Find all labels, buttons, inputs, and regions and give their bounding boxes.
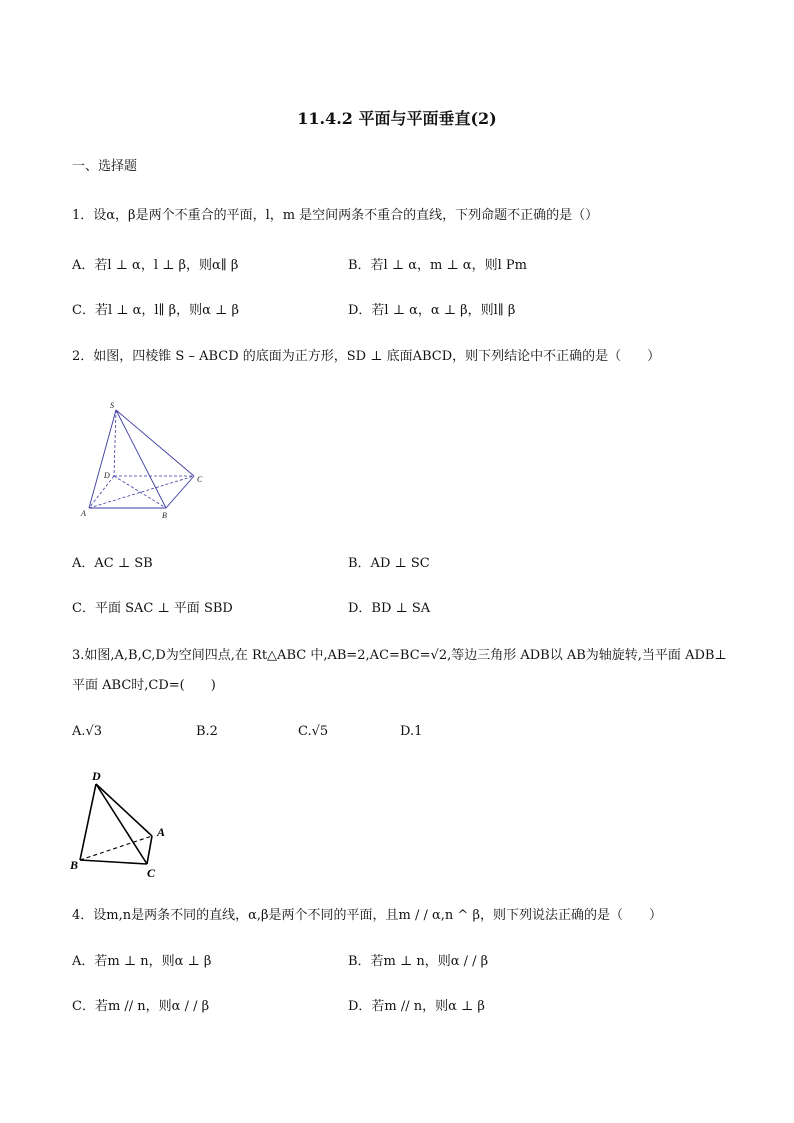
question-2-option-a: A．AC ⊥ SB — [72, 556, 153, 571]
question-1-option-c: C．若l ⊥ α，l∥ β，则α ⊥ β — [72, 303, 239, 318]
question-2-option-d: D．BD ⊥ SA — [348, 601, 431, 616]
vertex-label-c: C — [147, 866, 156, 880]
vertex-label-d: D — [104, 471, 110, 480]
question-1-option-a: A．若l ⊥ α，l ⊥ β，则α∥ β — [72, 258, 239, 273]
question-2-option-c: C．平面 SAC ⊥ 平面 SBD — [72, 601, 233, 616]
question-1-stem: 1．设α，β是两个不重合的平面，l，m 是空间两条不重合的直线，下列命题不正确的是（） — [72, 208, 599, 223]
vertex-label-d: D — [92, 769, 101, 783]
question-4-stem: 4．设m,n是两条不同的直线，α,β是两个不同的平面，且m / / α,n ^ β，则下列说法正确的是（ ） — [72, 908, 662, 923]
vertex-label-b: B — [70, 858, 79, 872]
vertex-label-b: B — [162, 511, 167, 520]
question-4-option-d: D．若m // n，则α ⊥ β — [348, 999, 485, 1014]
vertex-label-a: A — [81, 509, 86, 518]
section-heading: 一、选择题 — [72, 159, 138, 174]
question-2-stem: 2．如图，四棱锥 S – ABCD 的底面为正方形，SD ⊥ 底面ABCD，则下列结论中不正确的是（ ） — [72, 349, 661, 364]
question-3-stem-line-1: 3.如图,A,B,C,D为空间四点,在 Rt△ABC 中,AB=2,AC=BC=√2,等边三角形 ADB以 AB为轴旋转,当平面 ADB⊥ — [72, 648, 727, 663]
vertex-label-c: C — [197, 475, 203, 484]
question-4-option-c: C．若m // n，则α / / β — [72, 999, 210, 1014]
question-1-option-d: D．若l ⊥ α，α ⊥ β，则l∥ β — [348, 303, 516, 318]
tetrahedron-figure — [68, 764, 178, 882]
question-2-option-b: B．AD ⊥ SC — [348, 556, 430, 571]
question-3-stem-line-2: 平面 ABC时,CD=( ) — [72, 678, 216, 693]
question-3-option-c: C.√5 — [298, 724, 329, 739]
question-4-option-a: A．若m ⊥ n，则α ⊥ β — [72, 954, 212, 969]
question-3-option-a: A.√3 — [72, 724, 103, 739]
question-4-option-b: B．若m ⊥ n，则α / / β — [348, 954, 489, 969]
vertex-label-a: A — [157, 825, 166, 839]
question-3-option-d: D.1 — [400, 724, 423, 739]
page-title: 11.4.2 平面与平面垂直(2) — [297, 109, 497, 128]
question-3-option-b: B.2 — [196, 724, 218, 739]
question-1-option-b: B．若l ⊥ α，m ⊥ α，则l Pm — [348, 258, 527, 273]
pyramid-figure — [80, 398, 220, 523]
vertex-label-s: S — [110, 401, 114, 410]
